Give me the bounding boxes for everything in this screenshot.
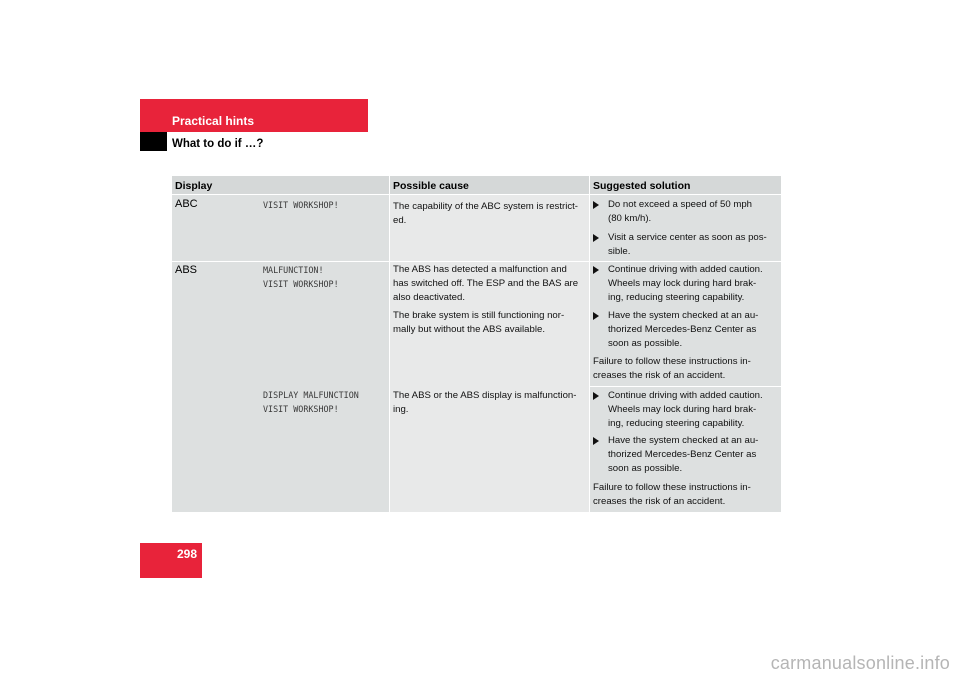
solution-step-text: Do not exceed a speed of 50 mph (80 km/h). <box>608 199 753 224</box>
cause-text: The ABS or the ABS display is malfunction- ing. <box>393 390 577 415</box>
display-message: MALFUNCTION! VISIT WORKSHOP! <box>263 265 339 289</box>
solution-step <box>593 231 781 259</box>
arrow-right-icon <box>593 437 599 445</box>
solution-step-text: Continue driving with added caution. Wheels may lock during hard brak- ing, reducing steering capability. <box>608 390 763 429</box>
solution-step <box>593 434 781 476</box>
solution-step <box>593 263 781 305</box>
arrow-right-icon <box>593 201 599 209</box>
warning-note: Failure to follow these instructions in- creases the risk of an accident. <box>593 356 751 381</box>
solution-step <box>593 198 781 226</box>
warning-note: Failure to follow these instructions in- creases the risk of an accident. <box>593 482 751 507</box>
solution-step <box>593 389 781 431</box>
column-header-cause: Possible cause <box>390 176 589 194</box>
arrow-right-icon <box>593 312 599 320</box>
cause-text: The brake system is still functioning nor- mally but without the ABS available. <box>393 310 565 335</box>
subsection-title: What to do if …? <box>172 138 264 150</box>
solution-step-text: Have the system checked at an au- thorized Mercedes-Benz Center as soon as possible. <box>608 435 759 474</box>
display-message: VISIT WORKSHOP! <box>263 200 339 210</box>
footer <box>0 652 960 678</box>
arrow-right-icon <box>593 234 599 242</box>
column-header-solution: Suggested solution <box>590 176 781 194</box>
solution-step-text: Have the system checked at an au- thorized Mercedes-Benz Center as soon as possible. <box>608 310 759 349</box>
section-title: Practical hints <box>172 114 255 128</box>
display-code: ABC <box>175 198 198 210</box>
arrow-right-icon <box>593 392 599 400</box>
display-cell <box>172 262 389 512</box>
page-number: 298 <box>176 547 197 561</box>
troubleshooting-table <box>172 176 781 512</box>
arrow-right-icon <box>593 266 599 274</box>
solution-step <box>593 309 781 351</box>
page-number-box <box>140 543 202 578</box>
solution-step-text: Visit a service center as soon as pos- sible. <box>608 232 767 257</box>
display-message: DISPLAY MALFUNCTION VISIT WORKSHOP! <box>263 390 359 414</box>
column-header-display: Display <box>172 176 389 194</box>
display-code: ABS <box>175 264 198 276</box>
cause-text: The ABS has detected a malfunction and has switched off. The ESP and the BAS are also deactivated. <box>393 264 579 303</box>
subsection-marker <box>140 132 167 151</box>
solution-step-text: Continue driving with added caution. Wheels may lock during hard brak- ing, reducing steering capability. <box>608 264 763 303</box>
cause-text: The capability of the ABC system is restrict- ed. <box>393 201 579 226</box>
watermark: carmanualsonline.info <box>770 653 950 673</box>
